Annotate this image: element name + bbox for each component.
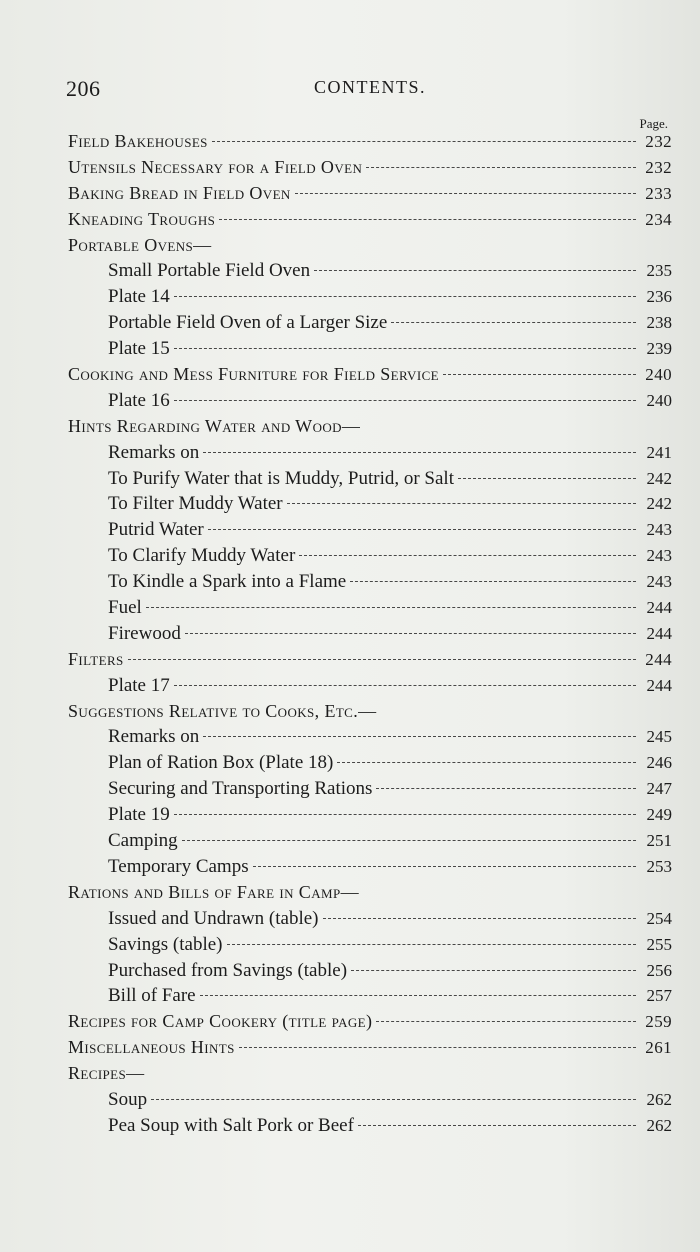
toc-entry-page: 241 [646, 442, 672, 462]
toc-entry-label: Small Portable Field Oven [108, 260, 311, 282]
toc-entry [68, 571, 672, 597]
toc-entry [68, 882, 672, 908]
toc-entry-label: Portable Ovens— [68, 234, 212, 255]
toc-entry-page: 244 [646, 623, 672, 643]
toc-entry-label: Firewood [108, 622, 181, 644]
toc-entry-label: Soup [108, 1088, 148, 1110]
toc-entry-label: Plan of Ration Box (Plate 18) [108, 752, 334, 774]
dot-leader [314, 270, 636, 271]
toc-entry-page: 254 [646, 908, 672, 928]
toc-entry [68, 312, 672, 338]
toc-entry-label: Kneading Troughs [68, 208, 216, 229]
dot-leader [208, 529, 636, 530]
toc-entry [68, 752, 672, 778]
dot-leader [376, 1021, 636, 1022]
toc-entry-page: 259 [645, 1012, 672, 1032]
dot-leader [253, 866, 636, 867]
dot-leader [200, 995, 636, 996]
toc-entry [68, 545, 672, 571]
dot-leader [287, 503, 636, 504]
dot-leader [174, 400, 636, 401]
dot-leader [212, 141, 636, 142]
toc-entry-page: 247 [646, 779, 672, 799]
dot-leader [219, 219, 636, 220]
toc-entry-label: Remarks on [108, 726, 200, 748]
toc-entry-page: 234 [645, 209, 672, 229]
page-column-label: Page. [639, 116, 668, 131]
toc-entry [68, 131, 672, 157]
toc-entry [68, 597, 672, 623]
dot-leader [203, 452, 636, 453]
toc-entry [68, 157, 672, 183]
toc-entry [68, 960, 672, 986]
toc-entry [68, 623, 672, 649]
dot-leader [351, 970, 636, 971]
toc-entry [68, 416, 672, 442]
toc-entry-page: 257 [646, 986, 672, 1006]
toc-entry [68, 1063, 672, 1089]
toc-entry [68, 493, 672, 519]
dot-leader [227, 944, 636, 945]
toc-entry-page: 232 [645, 157, 672, 177]
toc-entry-label: To Filter Muddy Water [108, 493, 283, 515]
toc-entry-label: Cooking and Mess Furniture for Field Service [68, 364, 439, 385]
toc-entry-label: Rations and Bills of Fare in Camp— [68, 881, 359, 902]
dot-leader [323, 918, 636, 919]
toc-entry-label: Plate 19 [108, 804, 170, 826]
toc-entry-page: 245 [646, 727, 672, 747]
toc-entry-label: Utensils Necessary for a Field Oven [68, 156, 363, 177]
toc-entry-label: Plate 14 [108, 286, 170, 308]
toc-entry-label: Purchased from Savings (table) [108, 959, 348, 981]
dot-leader [151, 1099, 636, 1100]
toc-entry [68, 1037, 672, 1063]
toc-entry [68, 338, 672, 364]
toc-entry-page: 235 [646, 261, 672, 281]
toc-entry [68, 675, 672, 701]
toc-entry-label: Hints Regarding Water and Wood— [68, 415, 361, 436]
toc-entry-page: 244 [646, 598, 672, 618]
dot-leader [458, 478, 636, 479]
dot-leader [146, 607, 636, 608]
toc-entry-label: Camping [108, 830, 178, 852]
toc-entry-label: To Kindle a Spark into a Flame [108, 571, 347, 593]
running-header [0, 77, 700, 98]
toc-entry [68, 804, 672, 830]
toc-entry [68, 209, 672, 235]
dot-leader [185, 633, 636, 634]
toc-entry-page: 240 [645, 365, 672, 385]
toc-entry-label: Field Bakehouses [68, 131, 208, 151]
toc-entry-page: 232 [645, 132, 672, 151]
toc-entry-label: Issued and Undrawn (table) [108, 907, 319, 929]
toc-entry-page: 246 [646, 753, 672, 773]
dot-leader [358, 1125, 636, 1126]
toc-entry-page: 249 [646, 805, 672, 825]
toc-entry [68, 260, 672, 286]
dot-leader [350, 581, 636, 582]
page-title: CONTENTS. [314, 77, 426, 97]
toc-entry-page: 244 [646, 675, 672, 695]
toc-entry-label: Suggestions Relative to Cooks, Etc.— [68, 700, 377, 721]
dot-leader [203, 736, 636, 737]
toc-entry [68, 286, 672, 312]
toc-entry-page: 256 [646, 960, 672, 980]
toc-entry-page: 238 [646, 313, 672, 333]
toc-entry-label: Temporary Camps [108, 855, 249, 877]
dot-leader [182, 840, 636, 841]
toc-entry-label: To Clarify Muddy Water [108, 545, 296, 567]
toc-entry-label: Securing and Transporting Rations [108, 778, 373, 800]
toc-entry [68, 1011, 672, 1037]
toc-entry-page: 262 [646, 1115, 672, 1135]
toc-entry [68, 390, 672, 416]
table-of-contents [68, 131, 672, 1141]
toc-entry-page: 261 [645, 1038, 672, 1058]
toc-entry-label: Miscellaneous Hints [68, 1037, 235, 1058]
dot-leader [366, 167, 636, 168]
dot-leader [391, 322, 636, 323]
dot-leader [174, 814, 636, 815]
toc-entry [68, 519, 672, 545]
toc-entry-label: Recipes for Camp Cookery (title page) [68, 1011, 373, 1032]
toc-entry-page: 255 [646, 934, 672, 954]
toc-entry-page: 240 [646, 390, 672, 410]
toc-entry [68, 778, 672, 804]
toc-entry-label: Filters [68, 648, 124, 669]
dot-leader [337, 762, 636, 763]
toc-entry-page: 239 [646, 339, 672, 359]
dot-leader [174, 296, 636, 297]
toc-entry-page: 233 [645, 183, 672, 203]
toc-entry [68, 985, 672, 1011]
toc-entry-label: Baking Bread in Field Oven [68, 182, 291, 203]
dot-leader [295, 193, 636, 194]
toc-entry [68, 856, 672, 882]
toc-entry [68, 830, 672, 856]
toc-entry-page: 243 [646, 520, 672, 540]
toc-entry-label: Plate 17 [108, 674, 170, 696]
toc-entry-label: Plate 16 [108, 389, 170, 411]
dot-leader [443, 374, 636, 375]
page-number: 206 [66, 76, 101, 101]
toc-entry [68, 235, 672, 261]
toc-entry-label: Putrid Water [108, 519, 204, 541]
dot-leader [376, 788, 636, 789]
toc-entry [68, 468, 672, 494]
dot-leader [299, 555, 636, 556]
toc-entry-page: 244 [645, 649, 672, 669]
toc-entry-page: 253 [646, 856, 672, 876]
toc-entry-label: Fuel [108, 597, 142, 619]
dot-leader [239, 1047, 636, 1048]
toc-entry [68, 442, 672, 468]
toc-entry [68, 183, 672, 209]
toc-entry-label: Bill of Fare [108, 985, 196, 1007]
toc-entry-page: 242 [646, 468, 672, 488]
toc-entry-page: 242 [646, 494, 672, 514]
toc-entry [68, 1115, 672, 1141]
toc-entry-label: To Purify Water that is Muddy, Putrid, or Salt [108, 467, 454, 489]
toc-entry [68, 701, 672, 727]
toc-entry [68, 364, 672, 390]
toc-entry-label: Pea Soup with Salt Pork or Beef [108, 1114, 354, 1136]
toc-entry [68, 908, 672, 934]
toc-entry-page: 251 [646, 831, 672, 851]
toc-entry [68, 1089, 672, 1115]
toc-entry [68, 726, 672, 752]
toc-entry-page: 243 [646, 546, 672, 566]
toc-entry-label: Plate 15 [108, 338, 170, 360]
toc-entry [68, 649, 672, 675]
toc-entry-page: 236 [646, 287, 672, 307]
toc-entry-page: 262 [646, 1089, 672, 1109]
toc-entry [68, 934, 672, 960]
dot-leader [174, 348, 636, 349]
toc-entry-label: Savings (table) [108, 933, 223, 955]
toc-entry-label: Recipes— [68, 1063, 145, 1084]
toc-entry-label: Remarks on [108, 441, 200, 463]
toc-entry-page: 243 [646, 572, 672, 592]
dot-leader [128, 659, 636, 660]
dot-leader [174, 685, 636, 686]
toc-entry-label: Portable Field Oven of a Larger Size [108, 312, 388, 334]
